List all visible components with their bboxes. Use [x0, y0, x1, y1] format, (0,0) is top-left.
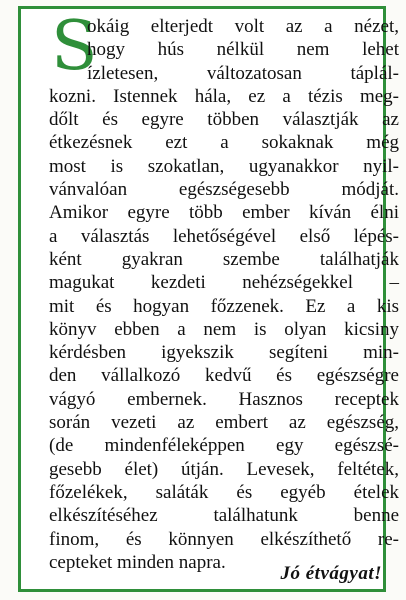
article-body — [49, 7, 399, 574]
text-line: mit és hogyan főzzenek. Ez a kis — [49, 295, 399, 317]
text-line: vánvalóan egészségesebb módját. — [49, 179, 399, 201]
text-line: most is szokatlan, ugyanakkor nyil- — [49, 155, 399, 177]
text-line: magukat kezdeti nehézségekkel – — [49, 272, 399, 294]
text-line: gesebb élet) útján. Levesek, feltétek, — [49, 458, 399, 480]
text-line: okáig elterjedt volt az a nézet, — [87, 16, 399, 37]
text-line: során vezeti az embert az egészség, — [49, 412, 399, 434]
text-line: kozni. Istennek hála, ez a tézis meg- — [49, 85, 399, 107]
text-line: kérdésben igyekszik segíteni min- — [49, 342, 399, 364]
text-line: cepteket minden napra. — [49, 551, 226, 573]
text-line: vágyó embernek. Hasznos receptek — [49, 388, 399, 410]
text-line: étkezésnek ezt a sokaknak még — [49, 132, 399, 154]
green-border-frame — [18, 6, 399, 592]
text-line: elkészítéséhez találhatunk benne — [49, 505, 399, 527]
text-line: hogy hús nélkül nem lehet — [87, 39, 399, 61]
text-line: ízletesen, változatosan táplál- — [87, 62, 399, 84]
signoff-text: Jó étvágyat! — [280, 563, 382, 584]
text-line: den vállalkozó kedvű és egészségre — [49, 365, 399, 387]
drop-cap-letter: S — [51, 7, 98, 86]
text-line: a választás lehetőségével első lépés- — [49, 225, 399, 247]
text-line: könyv ebben a nem is olyan kicsiny — [49, 318, 399, 340]
text-line: (de mindenféleképpen egy egészsé- — [49, 435, 399, 457]
text-line: finom, és könnyen elkészíthető re- — [49, 528, 399, 550]
text-line: ként gyakran szembe találhatják — [49, 248, 399, 270]
text-line: Amikor egyre több ember kíván élni — [49, 202, 399, 224]
text-line: dőlt és egyre többen választják az — [49, 109, 399, 131]
text-line: főzelékek, saláták és egyéb ételek — [49, 481, 399, 503]
